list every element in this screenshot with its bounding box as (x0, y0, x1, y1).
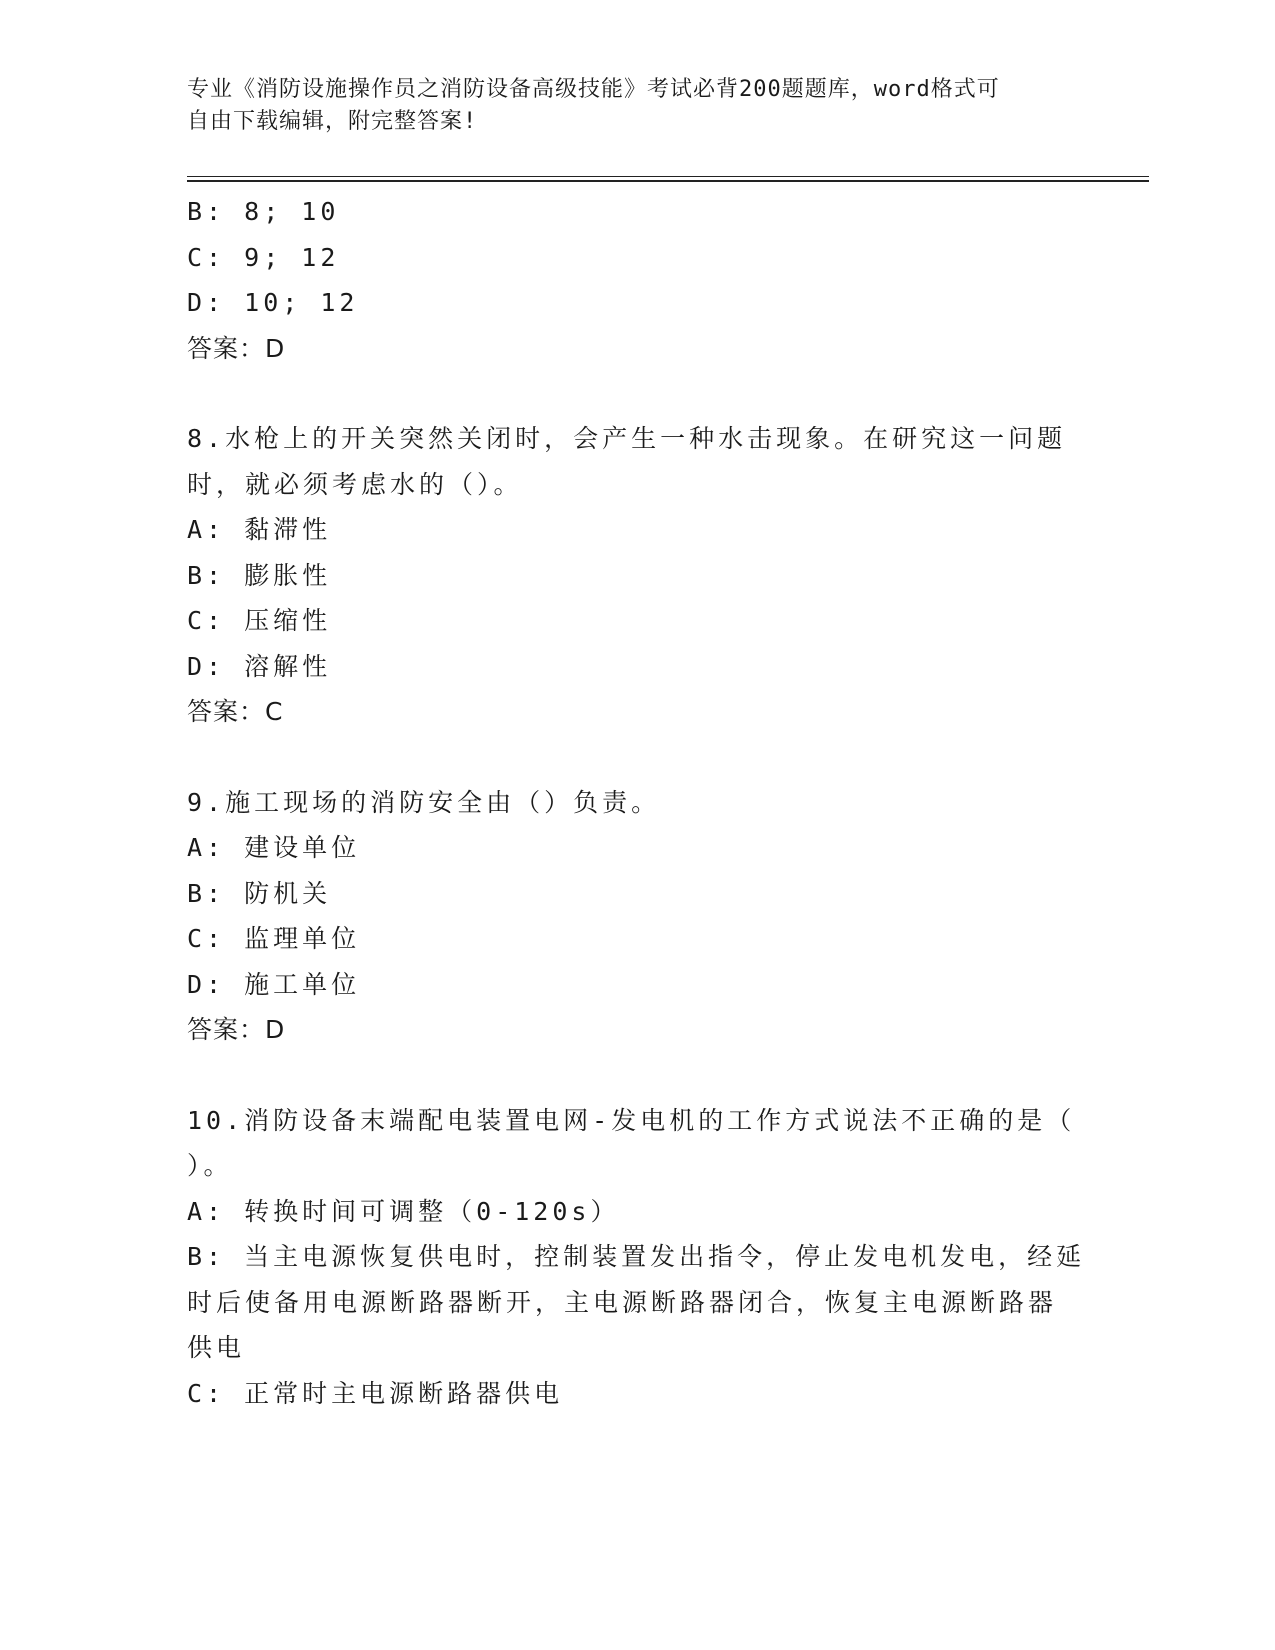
option-c: C: 监理单位 (187, 924, 361, 953)
question-8 (187, 416, 1087, 735)
option-b: B: 膨胀性 (187, 560, 332, 590)
question-text-cont: 时，就必须考虑水的（）。 (187, 469, 523, 499)
partial-question (187, 189, 1087, 371)
option-d: D: 溶解性 (187, 651, 332, 681)
question-10 (187, 1098, 1087, 1417)
answer-line: 答案：D (187, 333, 286, 363)
option-b-cont: 供电 (187, 1333, 246, 1362)
question-content (187, 189, 1087, 1416)
question-text: 9.施工现场的消防安全由（）负责。 (187, 787, 661, 817)
option-c: C: 正常时主电源断路器供电 (187, 1378, 564, 1408)
option-c: C: 9; 12 (187, 242, 340, 272)
option-a: A: 转换时间可调整（0-120s） (187, 1196, 620, 1226)
option-a: A: 黏滞性 (187, 515, 332, 544)
option-b: B: 8; 10 (187, 197, 340, 226)
answer-line: 答案：C (187, 697, 284, 726)
answer-line: 答案：D (187, 1015, 286, 1044)
option-a: A: 建设单位 (187, 833, 361, 862)
header-line-2: 自由下载编辑，附完整答案! (187, 109, 478, 134)
header-divider-thick (187, 180, 1149, 182)
option-d: D: 10; 12 (187, 288, 359, 317)
option-d: D: 施工单位 (187, 969, 361, 999)
header-divider-thin (187, 176, 1149, 177)
option-b-cont: 时后使备用电源断路器断开，主电源断路器闭合，恢复主电源断路器 (187, 1287, 1058, 1317)
question-9 (187, 780, 1087, 1053)
question-text-cont: ）。 (187, 1151, 233, 1180)
question-text: 10.消防设备末端配电装置电网-发电机的工作方式说法不正确的是（ (187, 1105, 1076, 1135)
question-text: 8.水枪上的开关突然关闭时，会产生一种水击现象。在研究这一问题 (187, 424, 1067, 453)
option-c: C: 压缩性 (187, 606, 332, 635)
document-header (187, 74, 1067, 138)
header-line-1: 专业《消防设施操作员之消防设备高级技能》考试必背200题题库，word格式可 (187, 77, 1000, 102)
option-b: B: 防机关 (187, 878, 332, 908)
option-b: B: 当主电源恢复供电时，控制装置发出指令，停止发电机发电，经延 (187, 1242, 1086, 1271)
